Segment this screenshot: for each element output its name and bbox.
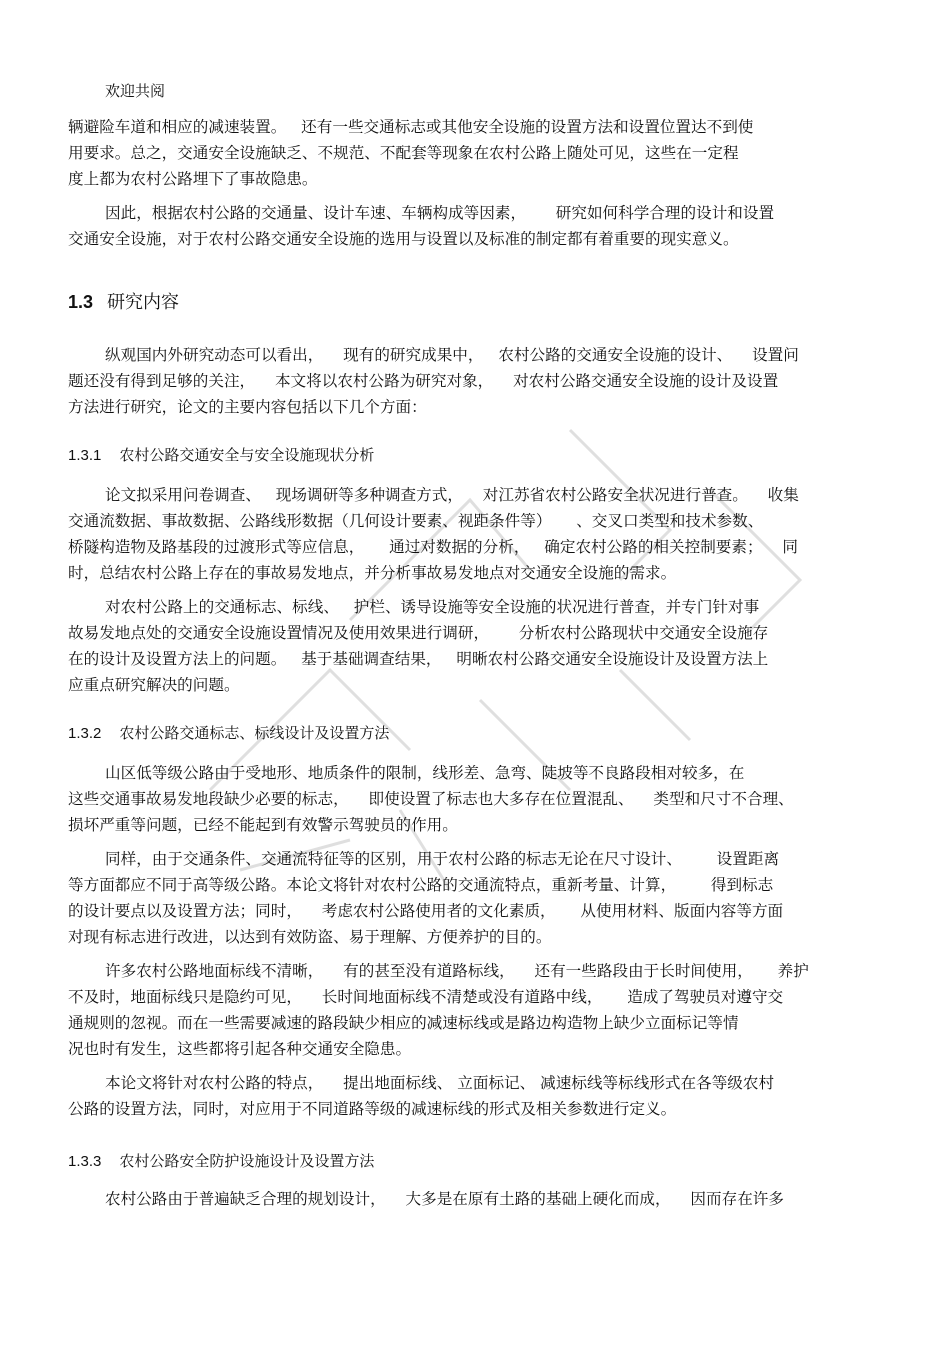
text-line: 度上都为农村公路埋下了事故隐患。 [68,170,318,188]
text-line: 本论文将针对农村公路的特点， 提出地面标线、 立面标记、 减速标线等标线形式在各等级农村 [105,1074,775,1092]
text-line: 应重点研究解决的问题。 [68,676,240,694]
text-line: 桥隧构造物及路基段的过渡形式等应信息， 通过对数据的分析， 确定农村公路的相关控制要素； 同 [68,538,799,556]
text-line: 对农村公路上的交通标志、标线、 护栏、诱导设施等安全设施的状况进行普查，并专门针对事 [105,598,760,616]
subsection-number: 1.3.1 [68,447,102,464]
text-line: 的设计要点以及设置方法；同时， 考虑农村公路使用者的文化素质， 从使用材料、版面内容等方面 [68,902,784,920]
text-line: 故易发地点处的交通安全设施设置情况及使用效果进行调研， 分析农村公路现状中交通安全设施存 [68,624,769,642]
text-line: 交通流数据、事故数据、公路线形数据（几何设计要素、视距条件等） 、交叉口类型和技术参数、 [68,512,764,530]
text-line: 因此，根据农村公路的交通量、设计车速、车辆构成等因素， 研究如何科学合理的设计和设置 [105,204,775,222]
text-line: 山区低等级公路由于受地形、地质条件的限制，线形差、急弯、陡坡等不良路段相对较多，在 [105,764,745,782]
subsection-number: 1.3.3 [68,1153,102,1170]
subsection-title: 农村公路安全防护设施设计及设置方法 [119,1152,375,1170]
text-line: 对现有标志进行改进，以达到有效防盗、易于理解、方便养护的目的。 [68,928,552,946]
text-line: 不及时，地面标线只是隐约可见， 长时间地面标线不清楚或没有道路中线， 造成了驾驶员对遵守交 [68,988,784,1006]
text-line: 等方面都应不同于高等级公路。本论文将针对农村公路的交通流特点，重新考量、计算， 得到标志 [68,876,774,894]
text-line: 同样，由于交通条件、交通流特征等的区别，用于农村公路的标志无论在尺寸设计、 设置距离 [105,850,780,868]
text-line: 损坏严重等问题，已经不能起到有效警示驾驶员的作用。 [68,816,458,834]
text-line: 许多农村公路地面标线不清晰， 有的甚至没有道路标线， 还有一些路段由于长时间使用， 养护 [105,962,809,980]
text-line: 在的设计及设置方法上的问题。 基于基础调查结果， 明晰农村公路交通安全设施设计及设置方法上 [68,650,769,668]
text-line: 纵观国内外研究动态可以看出， 现有的研究成果中， 农村公路的交通安全设施的设计、 设置问 [105,346,799,364]
section-heading [68,288,179,314]
subsection-title: 农村公路交通安全与安全设施现状分析 [119,446,375,464]
text-line: 公路的设置方法，同时，对应用于不同道路等级的减速标线的形式及相关参数进行定义。 [68,1100,677,1118]
text-line: 时，总结农村公路上存在的事故易发地点，并分析事故易发地点对交通安全设施的需求。 [68,564,677,582]
text-line: 交通安全设施，对于农村公路交通安全设施的选用与设置以及标准的制定都有着重要的现实意义。 [68,230,739,248]
subsection-number: 1.3.2 [68,725,102,742]
text-line: 通规则的忽视。而在一些需要减速的路段缺少相应的减速标线或是路边构造物上缺少立面标记等情 [68,1014,739,1032]
subsection-title: 农村公路交通标志、标线设计及设置方法 [119,724,390,742]
text-line: 农村公路由于普遍缺乏合理的规划设计， 大多是在原有土路的基础上硬化而成， 因而存在许多 [105,1190,784,1208]
section-number: 1.3 [68,292,94,312]
text-line: 这些交通事故易发地段缺少必要的标志， 即使设置了标志也大多存在位置混乱、 类型和尺寸不合理、 [68,790,794,808]
text-line: 方法进行研究，论文的主要内容包括以下几个方面： [68,398,427,416]
subsection-heading [68,722,389,743]
section-title: 研究内容 [107,292,180,313]
text-line: 论文拟采用问卷调查、 现场调研等多种调查方式， 对江苏省农村公路安全状况进行普查。 收集 [105,486,799,504]
text-line: 辆避险车道和相应的减速装置。 还有一些交通标志或其他安全设施的设置方法和设置位置达不到使 [68,118,754,136]
text-line: 用要求。总之，交通安全设施缺乏、不规范、不配套等现象在农村公路上随处可见，这些在一定程 [68,144,739,162]
subsection-heading [68,1150,374,1171]
page-header: 欢迎共阅 [105,82,166,100]
text-line: 况也时有发生，这些都将引起各种交通安全隐患。 [68,1040,412,1058]
text-line: 题还没有得到足够的关注， 本文将以农村公路为研究对象， 对农村公路交通安全设施的设计及设置 [68,372,779,390]
subsection-heading [68,444,374,465]
